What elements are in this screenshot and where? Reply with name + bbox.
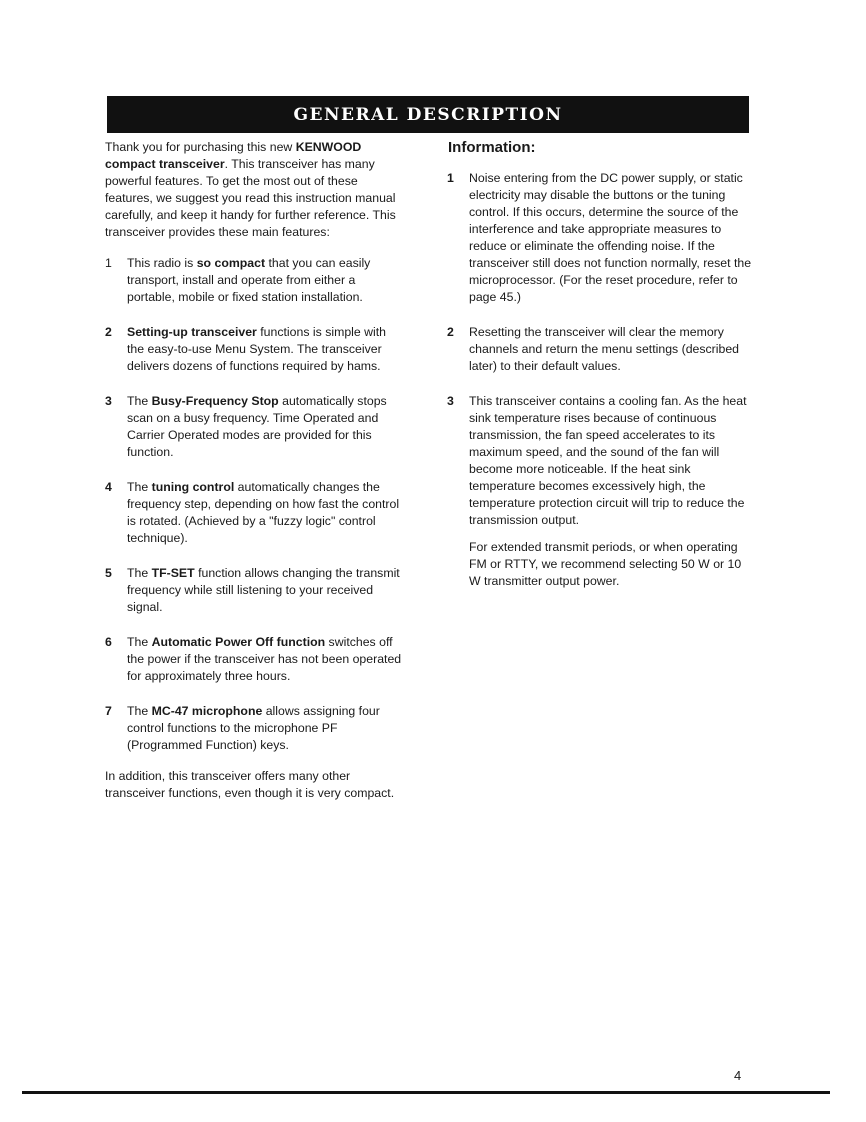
features-column — [105, 139, 405, 802]
information-heading: Information: — [448, 139, 536, 156]
operation-note: For extended transmit periods, or when operating FM or RTTY, we recommend selecting 50 W or 10 W transmitter output power. — [469, 540, 742, 588]
item-number: 1 — [447, 171, 454, 185]
item-number: 3 — [105, 394, 112, 408]
section-banner — [107, 96, 749, 133]
info-item: 3 This transceiver contains a cooling fan. As the heat sink temperature rises because of continuous transmission, the fan speed accelerates to its maximum speed, and the sound of the fan will become more noticeable. If the heat sink temperature becomes excessively high, the temperature protection circuit will trip to reduce the transmission output. — [447, 394, 747, 527]
feature-item: 2 Setting-up transceiver functions is simple with the easy-to-use Menu System. The transceiver delivers dozens of functions required by hams. — [105, 325, 387, 373]
footer-rule — [22, 1091, 830, 1094]
item-number: 5 — [105, 566, 112, 580]
item-number: 2 — [447, 325, 454, 339]
item-number: 1 — [105, 256, 112, 270]
page-title: GENERAL DESCRIPTION — [293, 104, 563, 125]
closing-paragraph: In addition, this transceiver offers many other transceiver functions, even though it is very compact. — [105, 769, 395, 800]
item-number: 3 — [447, 394, 454, 408]
feature-item: 6 The Automatic Power Off function switches off the power if the transceiver has not been operated for approximately three hours. — [105, 635, 402, 683]
item-number: 4 — [105, 480, 112, 494]
intro-paragraph: Thank you for purchasing this new KENWOOD compact transceiver. This transceiver has many powerful features. To get the most out of these features, we suggest you read this instruction manual carefully, and keep it handy for further reference. This transceiver provides these main features: — [105, 140, 396, 239]
information-column — [447, 139, 752, 590]
page-number: 4 — [734, 1068, 742, 1083]
item-number: 2 — [105, 325, 112, 339]
item-number: 7 — [105, 704, 112, 718]
feature-item: 5 The TF-SET function allows changing the transmit frequency while still listening to your received signal. — [105, 566, 400, 614]
feature-item: 1 This radio is so compact that you can easily transport, install and operate from either a portable, mobile or fixed station installation. — [105, 256, 371, 304]
info-item: 1 Noise entering from the DC power supply, or static electricity may disable the buttons or the tuning control. If this occurs, determine the source of the interference and take appropriate measures to reduce or eliminate the offending noise. If the transceiver still does not function normally, reset the microprocessor. (For the reset procedure, refer to page 45.) — [447, 171, 752, 304]
feature-item: 7 The MC-47 microphone allows assigning four control functions to the microphone PF (Programmed Function) keys. — [105, 704, 380, 752]
item-number: 6 — [105, 635, 112, 649]
feature-item: 3 The Busy-Frequency Stop automatically stops scan on a busy frequency. Time Operated and Carrier Operated modes are provided for this function. — [105, 394, 387, 459]
feature-item: 4 The tuning control automatically changes the frequency step, depending on how fast the control is rotated. (Achieved by a "fuzzy logic" control technique). — [105, 480, 400, 545]
info-item: 2 Resetting the transceiver will clear the memory channels and return the menu settings (described later) to their default values. — [447, 325, 740, 373]
